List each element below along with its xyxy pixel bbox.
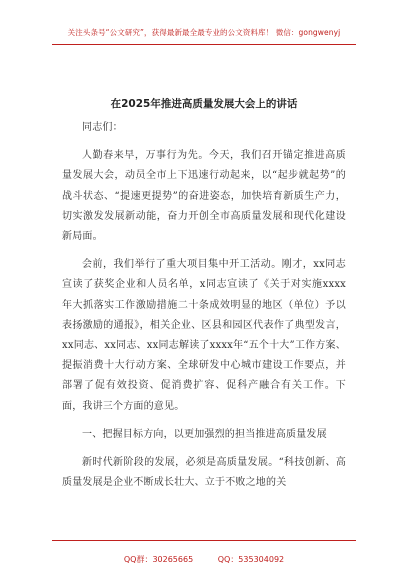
footer-qq: QQ：535304092 — [217, 555, 285, 564]
document-title: 在2025年推进高质量发展大会上的讲话 — [110, 98, 298, 110]
document-body — [62, 118, 346, 501]
section-heading-1: 一、把握目标方向，以更加强烈的担当推进高质量发展 — [82, 428, 327, 440]
paragraph-section-1: 新时代新阶段的发展，必须是高质量发展。“科技创新、高质量发展是企业不断成长壮大、立于不败之地的关 — [62, 457, 346, 489]
paragraph-meeting: 会前，我们举行了重大项目集中开工活动。刚才，xx同志宣读了获奖企业和人员名单，x同志宣读了《关于对实施xxxx年大抓落实工作激励措施二十条成效明显的地区（单位）予以表扬激励的通报》，相关企业、区县和园区代表作了典型发言，xx同志、xx同志、xx同志解读了xxxx年“五个十大”工作方案、提振消费十大行动方案、全球研发中心城市建设工作要点，并部署了促有效投资、促消费扩容、促科产融合有关工作。下面，我讲三个方面的意见。 — [62, 259, 346, 412]
header-banner: 关注头条号“公文研究”，获得最新最全最专业的公文资料库！ 微信：gongwenyj — [67, 28, 341, 37]
footer-divider — [52, 540, 356, 541]
footer-qq-group: QQ群：30265665 — [123, 555, 194, 564]
header-divider — [52, 44, 356, 45]
footer-contact — [0, 554, 408, 565]
paragraph-intro: 人勤春来早，万事行为先。今天，我们召开锚定推进高质量发展大会，动员全市上下迅速行动起来，以“起步就起势”的战斗状态、“提速更提势”的奋进姿态，加快培育新质生产力，切实激发发展新动能，奋力开创全市高质量发展和现代化建设新局面。 — [62, 150, 346, 243]
greeting: 同志们： — [82, 122, 123, 133]
